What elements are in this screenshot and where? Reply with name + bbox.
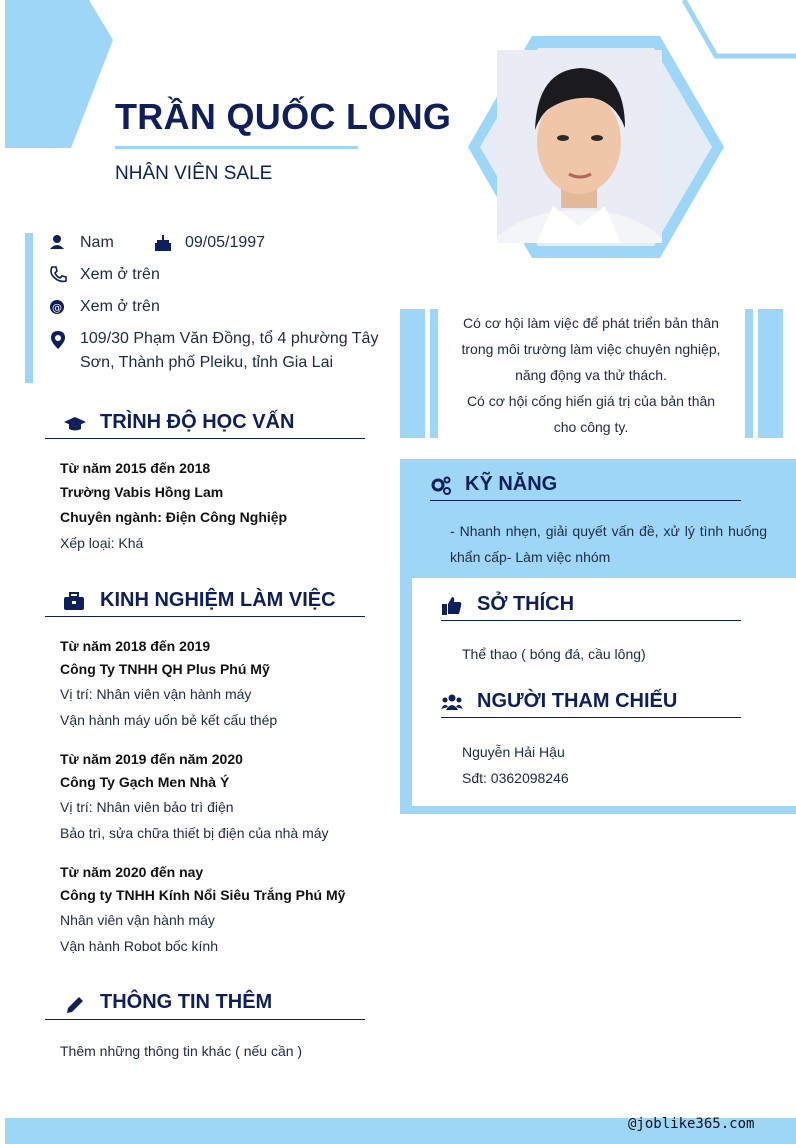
gears-icon [430,475,452,497]
job-title: NHÂN VIÊN SALE [115,163,273,184]
education-title: TRÌNH ĐỘ HỌC VẤN [100,411,295,433]
birthday-value: 09/05/1997 [185,234,266,251]
profile-photo [497,50,662,243]
references-title: NGƯỜI THAM CHIẾU [477,690,678,712]
exp-3-line-1: Nhân viên vận hành máy [60,912,215,928]
references-rule [441,717,741,718]
exp-2-line-2: Bảo trì, sửa chữa thiết bị điện của nhà máy [60,825,329,841]
exp-2-company: Công Ty Gạch Men Nhà Ý [60,774,230,790]
email-icon [48,297,68,317]
address-line-1: 109/30 Phạm Văn Đồng, tổ 4 phường Tây [80,330,379,347]
reference-name: Nguyễn Hải Hậu [462,744,565,760]
email-value: Xem ở trên [80,298,160,315]
experience-rule [45,616,365,617]
education-period: Từ năm 2015 đến 2018 [60,460,211,476]
exp-2-period: Từ năm 2019 đến năm 2020 [60,751,243,767]
gender-value: Nam [80,234,114,251]
hobbies-rule [441,620,741,621]
extra-info-title: THÔNG TIN THÊM [100,991,273,1013]
phone-icon [48,265,68,285]
exp-2-line-1: Vị trí: Nhân viên bảo trì điện [60,799,234,815]
exp-3-company: Công ty TNHH Kính Nổi Siêu Trắng Phú Mỹ [60,887,346,903]
exp-1-company: Công Ty TNHH QH Plus Phú Mỹ [60,661,270,677]
contact-accent-bar [25,233,33,383]
thumbs-up-icon [441,595,463,617]
reference-phone: Sđt: 0362098246 [462,770,569,786]
education-school: Trường Vabis Hồng Lam [60,484,224,500]
name-underline [115,146,358,149]
extra-info-rule [45,1019,365,1020]
exp-1-line-2: Vận hành máy uốn bẻ kết cấu thép [60,712,278,728]
objective-right-thin-bar [745,309,753,438]
address-line-2: Sơn, Thành phố Pleiku, tỉnh Gia Lai [80,354,334,371]
location-pin-icon [48,330,68,350]
phone-value: Xem ở trên [80,266,160,283]
experience-title: KINH NGHIỆM LÀM VIỆC [100,589,336,611]
hobbies-text: Thể thao ( bóng đá, cầu lông) [462,646,646,662]
education-major: Chuyên ngành: Điện Công Nghiệp [60,509,288,525]
exp-3-line-2: Vận hành Robot bốc kính [60,938,219,954]
objective-left-thin-bar [430,309,438,438]
skills-rule [430,500,741,501]
briefcase-icon [63,590,85,612]
exp-1-period: Từ năm 2018 đến 2019 [60,638,211,654]
exp-3-period: Từ năm 2020 đến nay [60,864,204,880]
svg-text:@: @ [52,303,62,314]
candidate-name: TRẦN QUỐC LONG [115,96,452,137]
skills-title: KỸ NĂNG [465,473,558,495]
objective-right-bar [758,309,783,438]
birthday-cake-icon [153,233,173,253]
pencil-icon [64,994,86,1016]
objective-left-bar [400,309,425,438]
exp-1-line-1: Vị trí: Nhân viên vận hành máy [60,686,252,702]
education-rule [45,438,365,439]
career-objective: Có cơ hội làm việc để phát triển bản thân trong môi trường làm việc chuyên nghiệp, năng động va thử thách. Có cơ hội cống hiến giá trị của bản thân cho công ty. [461,315,721,435]
extra-info-text: Thêm những thông tin khác ( nếu cần ) [60,1043,303,1059]
skills-text: - Nhanh nhẹn, giải quyết vấn đề, xử lý tình huống khẩn cấp- Làm việc nhóm [450,523,767,565]
footer-website: @joblike365.com [628,1116,755,1132]
education-grade: Xếp loại: Khá [60,535,144,551]
person-icon [48,233,68,253]
decor-top-left-shape [5,0,113,148]
people-group-icon [441,692,463,714]
graduation-cap-icon [64,413,86,435]
hobbies-title: SỞ THÍCH [477,593,575,615]
